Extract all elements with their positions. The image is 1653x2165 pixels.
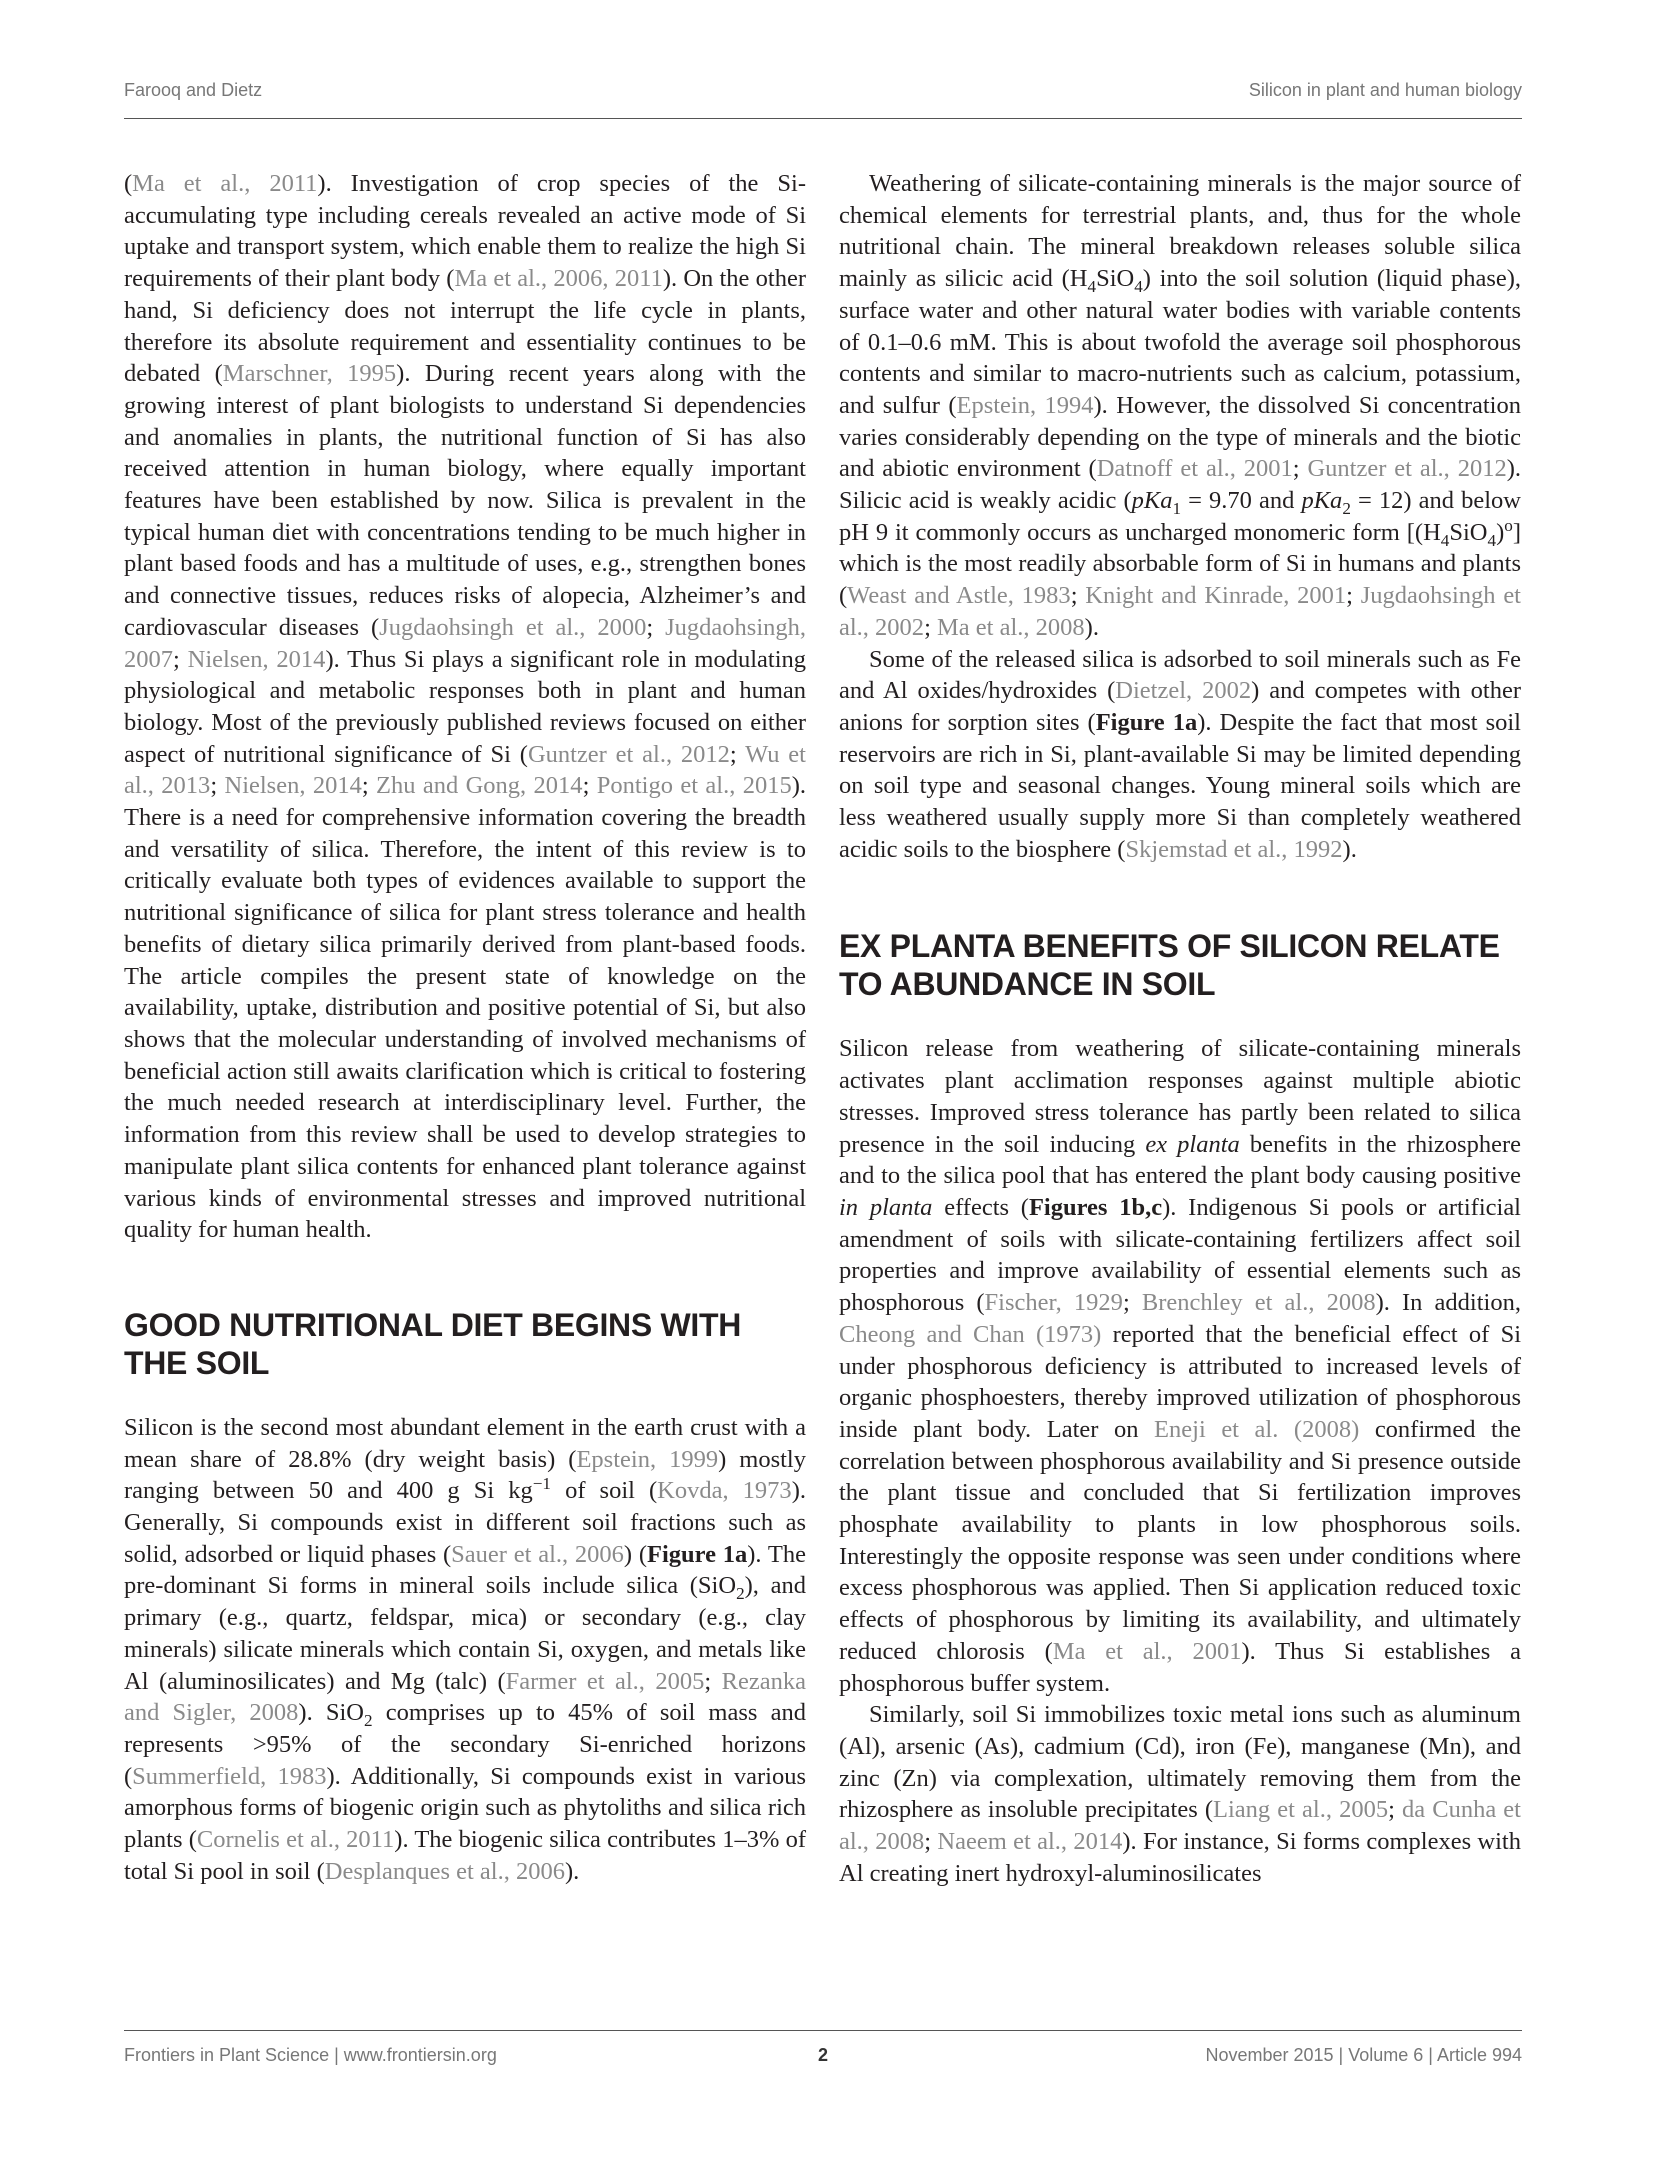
text-run: ). There is a need for comprehensive information covering the breadth and versatility of silica. Therefore, the intent of this review is to critically evaluate both types of evidences available to support the nutritional significance of silica for plant stress tolerance and health benefits of dietary silica primarily derived from plant-based foods. The article compiles the present state of knowledge on the availability, uptake, distribution and positive potential of Si, but also shows that the molecular understanding of involved mechanisms of beneficial action still awaits clarification which is critical to fostering the much needed research at interdisciplinary level. Further, the information from this review shall be used to develop strategies to manipulate plant silica contents for enhanced plant tolerance against various kinds of environmental stresses and improved nutritional quality for human health. <box>124 772 807 1244</box>
citation-link[interactable]: Pontigo et al., 2015 <box>596 772 792 800</box>
text-run: ). However, the dissolved Si concentration varies considerably depending on the type of minerals and the biotic and abiotic environment ( <box>839 391 1521 483</box>
citation-link[interactable]: da Cunha et al., 2008 <box>839 1796 1521 1856</box>
text-run: 2 <box>1342 498 1351 518</box>
text-run: = 9.70 and <box>1181 487 1302 515</box>
text-run: 1 <box>1172 498 1182 518</box>
text-run: ). SiO <box>298 1699 364 1727</box>
citation-link[interactable]: Desplanques et al., 2006 <box>324 1857 565 1885</box>
text-run: Figure 1a <box>1095 708 1198 736</box>
text-run: ). On the other hand, Si deficiency does not interrupt the life cycle in plants, therefore its absolute requirement and essentiality continues to be debated ( <box>124 265 806 388</box>
text-run: effects ( <box>932 1193 1029 1221</box>
text-run: ; <box>1346 582 1361 610</box>
header-authors: Farooq and Dietz <box>124 80 263 100</box>
text-run: o <box>1504 515 1513 535</box>
citation-link[interactable]: Nielsen, 2014 <box>187 645 326 673</box>
citation-link[interactable]: Sauer et al., 2006 <box>451 1540 624 1568</box>
text-run: ; <box>361 772 377 800</box>
text-run: of soil ( <box>551 1477 658 1505</box>
left-column <box>124 168 806 1887</box>
text-run: ; <box>173 645 188 673</box>
section-heading: GOOD NUTRITIONAL DIET BEGINS WITH THE SOIL <box>124 1306 742 1381</box>
text-run: ; <box>729 740 746 768</box>
text-run: ; <box>924 1828 938 1856</box>
text-run: benefits in the rhizosphere and to the silica pool that has entered the plant body causing positive <box>839 1130 1521 1190</box>
text-run: ; <box>1122 1289 1142 1317</box>
text-run: SiO <box>1449 518 1488 546</box>
body-paragraph <box>124 168 806 1246</box>
body-paragraph <box>839 168 1521 644</box>
citation-link[interactable]: Farmer et al., 2005 <box>505 1667 705 1695</box>
citation-link[interactable]: Eneji et al. (2008) <box>1154 1415 1360 1443</box>
citation-link[interactable]: Guntzer et al., 2012 <box>1307 455 1507 483</box>
citation-link[interactable]: Dietzel, 2002 <box>1115 677 1252 705</box>
body-paragraph <box>839 644 1521 866</box>
page-header <box>124 78 1522 119</box>
text-run: 2 <box>364 1711 373 1731</box>
citation-link[interactable]: Ma et al., 2006, 2011 <box>454 265 663 293</box>
citation-link[interactable]: Jugdaohsingh et al., 2000 <box>379 613 647 641</box>
text-run: Similarly, soil Si immobilizes toxic metal ions such as aluminum (Al), arsenic (As), cadmium (Cd), iron (Fe), manganese (Mn), and zinc (Zn) via complexation, ultimately removing them from the rhizosphere as insoluble precipitates ( <box>839 1701 1521 1824</box>
text-run: ), and primary (e.g., quartz, feldspar, mica) or secondary (e.g., clay minerals) silicate minerals which contain Si, oxygen, and metals like Al (aluminosilicates) and Mg (talc) ( <box>124 1572 806 1695</box>
text-run: comprises up to 45% of soil mass and represents >95% of the secondary Si-enriched horizons ( <box>124 1699 806 1790</box>
text-run: ). Generally, Si compounds exist in different soil fractions such as solid, adsorbed or liquid phases ( <box>124 1477 806 1568</box>
text-run: ). Thus Si plays a significant role in modulating physiological and metabolic responses both in plant and human biology. Most of the previously published reviews focused on either aspect of nutritional significance of Si ( <box>124 645 807 768</box>
citation-link[interactable]: Jugdaohsingh, 2007 <box>124 613 806 673</box>
text-run: ; <box>1292 455 1308 483</box>
citation-link[interactable]: Liang et al., 2005 <box>1213 1796 1389 1824</box>
right-column <box>839 168 1521 1889</box>
text-run: 4 <box>1087 277 1097 296</box>
text-run: −1 <box>532 1474 551 1494</box>
text-run: ) and competes with other anions for sorption sites ( <box>839 677 1521 736</box>
body-paragraph <box>839 1033 1521 1699</box>
citation-link[interactable]: Nielsen, 2014 <box>224 772 362 800</box>
text-run: ). The pre-dominant Si forms in mineral soils include silica (SiO <box>124 1540 806 1600</box>
citation-link[interactable]: Cornelis et al., 2011 <box>196 1826 395 1854</box>
text-run: ). For instance, Si forms complexes with Al creating inert hydroxyl-aluminosilicates <box>839 1828 1521 1887</box>
citation-link[interactable]: Epstein, 1994 <box>956 391 1094 419</box>
text-run: ] which is the most readily absorbable form of Si in humans and plants ( <box>839 518 1521 610</box>
page-footer <box>124 2030 1522 2071</box>
citation-link[interactable]: Kovda, 1973 <box>657 1477 792 1505</box>
text-run: ) into the soil solution (liquid phase), surface water and other natural water bodies with variable contents of 0.1–0.6 mM. This is about twofold the average soil phosphorous contents and similar to macro-nutrients such as calcium, potassium, and sulfur ( <box>839 265 1522 419</box>
text-run: ). Despite the fact that most soil reservoirs are rich in Si, plant-available Si may be limited depending on soil type and seasonal changes. Young mineral soils which are less weathered usually supply more Si than completely weathered acidic soils to the biosphere ( <box>839 708 1521 863</box>
text-run: ). The biogenic silica contributes 1–3% of total Si pool in soil ( <box>124 1826 806 1885</box>
text-run: reported that the beneficial effect of Si under phosphorous deficiency is attributed to increased levels of organic phosphoesters, thereby improved utilization of phosphorous inside plant body. Later on <box>839 1320 1522 1443</box>
text-run: ( <box>124 170 133 197</box>
text-run: ). In addition, <box>1375 1289 1521 1317</box>
text-run: ). Investigation of crop species of the Si-accumulating type including cereals revealed an active mode of Si uptake and transport system, which enable them to realize the high Si requirements of their plant body ( <box>124 170 806 293</box>
text-run: Silicon release from weathering of silicate-containing minerals activates plant acclimation responses against multiple abiotic stresses. Improved stress tolerance has partly been related to silica presence in the soil inducing <box>839 1035 1521 1158</box>
body-paragraph <box>839 1699 1521 1889</box>
text-run: ; <box>924 613 937 641</box>
text-run: in planta <box>839 1193 933 1221</box>
text-run: pKa <box>1301 487 1343 515</box>
citation-link[interactable]: Naeem et al., 2014 <box>937 1828 1123 1856</box>
text-run: = 12) and below pH 9 it commonly occurs as uncharged monomeric form [(H <box>839 487 1521 546</box>
text-run: 4 <box>1440 530 1450 550</box>
section-heading: EX PLANTA BENEFITS OF SILICON RELATE TO ABUNDANCE IN SOIL <box>839 928 1500 1003</box>
citation-link[interactable]: Cheong and Chan (1973) <box>839 1320 1102 1348</box>
citation-link[interactable]: Brenchley et al., 2008 <box>1141 1289 1376 1317</box>
text-run: ; <box>646 613 666 641</box>
text-run: ) ( <box>623 1540 648 1568</box>
citation-link[interactable]: Rezanka and Sigler, 2008 <box>124 1667 806 1727</box>
text-run: ) mostly ranging between 50 and 400 g Si kg <box>124 1445 806 1505</box>
text-run: ). Thus Si establishes a phosphorous buffer system. <box>839 1637 1522 1697</box>
text-run: Weathering of silicate-containing minerals is the major source of chemical elements for terrestrial plants, and, thus for the whole nutritional chain. The mineral breakdown releases soluble silica mainly as silicic acid (H <box>839 170 1521 293</box>
citation-link[interactable]: Jugdaohsingh et al., 2002 <box>839 582 1521 641</box>
text-run: ). <box>1084 613 1099 641</box>
text-run: ). Indigenous Si pools or artificial amendment of soils with silicate-containing fertilizers affect soil properties and improve availability of essential elements such as phosphorous ( <box>839 1193 1521 1317</box>
text-run: Some of the released silica is adsorbed to soil minerals such as Fe and Al oxides/hydroxides ( <box>839 645 1521 705</box>
citation-link[interactable]: Epstein, 1999 <box>576 1445 719 1473</box>
text-run: ). During recent years along with the growing interest of plant biologists to understand Si dependencies and anomalies in plants, the nutritional function of Si has also received attention in human biology, where equally important features have been established by now. Silica is prevalent in the typical human diet with concentrations tending to be much higher in plant based foods and has a multitude of uses, e.g., strengthen bones and connective tissues, reduces risks of alopecia, Alzheimer’s and cardiovascular diseases ( <box>124 360 806 641</box>
text-run: ; <box>1388 1796 1403 1824</box>
citation-link[interactable]: Skjemstad et al., 1992 <box>1125 835 1343 863</box>
footer-journal: Frontiers in Plant Science | www.frontiersin.org <box>124 2045 497 2065</box>
text-run: ). <box>564 1857 580 1885</box>
text-run: confirmed the correlation between phosphorous availability and Si presence outside the plant tissue and concluded that Si fertilization improves phosphate availability to plants in low phosphorous soils. Interestingly the opposite response was seen under conditions where excess phosphorous was applied. Then Si application reduced toxic effects of phosphorous by limiting its availability, and ultimately reduced chlorosis ( <box>839 1415 1521 1665</box>
citation-link[interactable]: Datnoff et al., 2001 <box>1096 455 1293 483</box>
text-run: ). Additionally, Si compounds exist in various amorphous forms of biogenic origin such as phytoliths and silica rich plants ( <box>124 1762 807 1854</box>
citation-link[interactable]: Ma et al., 2008 <box>937 613 1085 641</box>
text-run: Figure 1a <box>647 1540 748 1568</box>
text-run: ; <box>1070 582 1086 610</box>
page-number: 2 <box>817 2045 828 2065</box>
text-run: ) <box>1496 518 1505 546</box>
text-run: ). <box>1342 835 1357 863</box>
text-run: Figures 1b,c <box>1028 1193 1163 1221</box>
text-run: ex planta <box>1145 1130 1240 1158</box>
text-run: pKa <box>1131 487 1173 515</box>
footer-issue: November 2015 | Volume 6 | Article 994 <box>1205 2045 1522 2065</box>
citation-link[interactable]: Summerfield, 1983 <box>132 1762 327 1790</box>
citation-link[interactable]: Ma et al., 2001 <box>1052 1637 1242 1665</box>
body-paragraph <box>124 1412 806 1888</box>
text-run: 2 <box>736 1584 745 1604</box>
header-running-title: Silicon in plant and human biology <box>1248 80 1522 100</box>
text-run: ; <box>704 1667 722 1695</box>
text-run: 4 <box>1487 530 1497 550</box>
citation-link[interactable]: Ma et al., 2011 <box>132 170 318 197</box>
citation-link[interactable]: Zhu and Gong, 2014 <box>376 772 583 800</box>
citation-link[interactable]: Wu et al., 2013 <box>124 740 806 800</box>
text-run: SiO <box>1096 265 1135 293</box>
citation-link[interactable]: Marschner, 1995 <box>222 360 397 388</box>
text-run: 4 <box>1134 277 1143 296</box>
text-run: ). Silicic acid is weakly acidic ( <box>839 455 1521 515</box>
text-run: ; <box>582 772 597 800</box>
text-run: ; <box>210 772 225 800</box>
citation-link[interactable]: Fischer, 1929 <box>984 1289 1123 1317</box>
citation-link[interactable]: Weast and Astle, 1983 <box>847 582 1071 610</box>
citation-link[interactable]: Guntzer et al., 2012 <box>527 740 730 768</box>
citation-link[interactable]: Knight and Kinrade, 2001 <box>1085 582 1347 610</box>
text-run: Silicon is the second most abundant element in the earth crust with a mean share of 28.8% (dry weight basis) ( <box>124 1413 806 1473</box>
